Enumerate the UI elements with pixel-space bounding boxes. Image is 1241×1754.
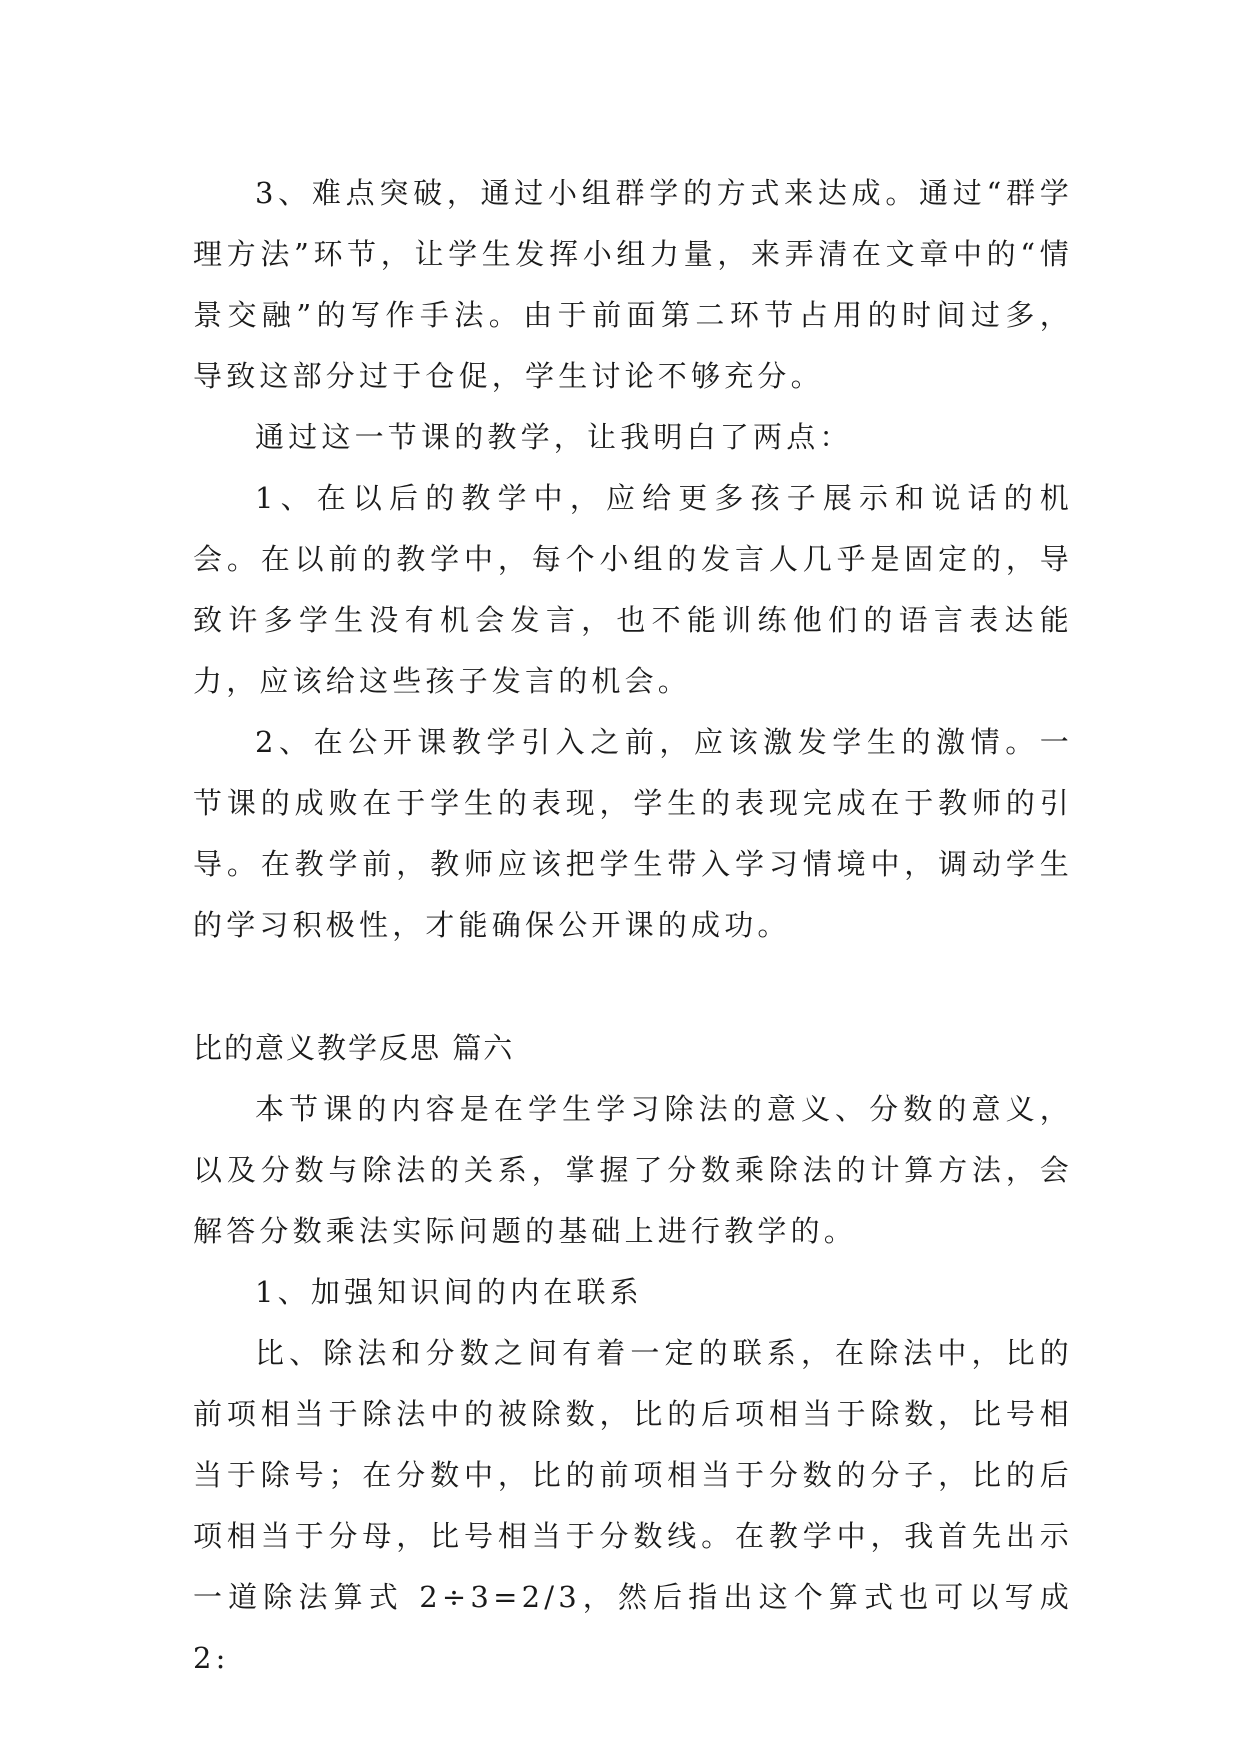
paragraph-ratio-division-fraction: 比、除法和分数之间有着一定的联系，在除法中，比的前项相当于除法中的被除数，比的后项相当于除数，比号相当于除号；在分数中，比的前项相当于分数的分子，比的后项相当于分母，比号相当于分数线。在教学中，我首先出示一道除法算式 2÷3=2/3，然后指出这个算式也可以写成 2: — [193, 1336, 1073, 1675]
paragraph-lesson-content: 本节课的内容是在学生学习除法的意义、分数的意义，以及分数与除法的关系，掌握了分数乘除法的计算方法，会解答分数乘法实际问题的基础上进行教学的。 — [193, 1092, 1073, 1248]
paragraph-difficulty-breakthrough: 3、难点突破，通过小组群学的方式来达成。通过“群学理方法”环节，让学生发挥小组力量，来弄清在文章中的“情景交融”的写作手法。由于前面第二环节占用的时间过多，导致这部分过于仓促，学生讨论不够充分。 — [193, 176, 1073, 393]
paragraph-two-lessons-intro: 通过这一节课的教学，让我明白了两点： — [255, 420, 853, 454]
paragraph-lesson-two: 2、在公开课教学引入之前，应该激发学生的激情。一节课的成败在于学生的表现，学生的表现完成在于教师的引导。在教学前，教师应该把学生带入学习情境中，调动学生的学习积极性，才能确保公开课的成功。 — [193, 725, 1073, 942]
section-heading: 比的意义教学反思 篇六 — [193, 1031, 515, 1065]
paragraph-subheading-connection: 1、加强知识间的内在联系 — [255, 1275, 643, 1309]
paragraph-lesson-one: 1、在以后的教学中，应给更多孩子展示和说话的机会。在以前的教学中，每个小组的发言人几乎是固定的，导致许多学生没有机会发言，也不能训练他们的语言表达能力，应该给这些孩子发言的机会。 — [193, 481, 1073, 698]
document-body — [193, 163, 1073, 1689]
